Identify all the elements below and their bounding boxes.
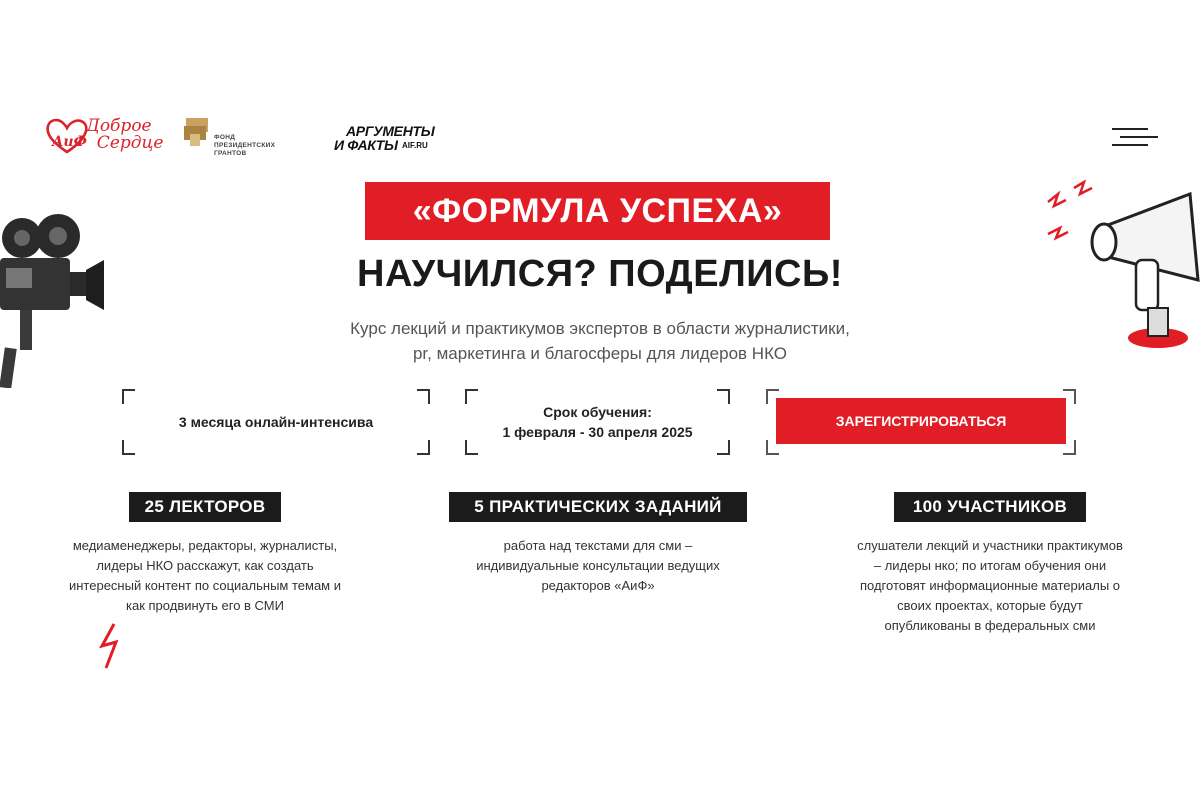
description-line: pr, маркетинга и благосферы для лидеров НКО [412,344,788,363]
aif-logo-line2: И ФАКТЫ [334,137,398,153]
register-button[interactable]: ЗАРЕГИСТРИРОВАТЬСЯ [776,398,1066,444]
stat-line: слушатели лекций и участники практикумов [857,538,1123,553]
duration-text: 3 месяца онлайн-интенсива [178,414,374,430]
course-title: «ФОРМУЛА УСПЕХА» [365,182,830,240]
megaphone-icon [1040,180,1200,355]
fund-logo-text: ФОНД ПРЕЗИДЕНТСКИХ ГРАНТОВ [214,134,276,157]
aif-logo-line1: АРГУМЕНТЫ [346,123,435,139]
dobroe-serdtse-logo[interactable] [44,116,164,158]
stat-line: работа над текстами для сми – [503,538,693,553]
stat-line: опубликованы в федеральных сми [884,618,1096,633]
course-subtitle: НАУЧИЛСЯ? ПОДЕЛИСЬ! [357,253,843,295]
aif-logo[interactable] [334,124,464,154]
lightning-icon [98,622,124,670]
stat-line: как продвинуть его в СМИ [126,598,284,613]
course-description [300,316,900,366]
stat-line: своих проектах, которые будут [897,598,1083,613]
fund-emblem-icon [184,118,212,148]
svg-text:АиФ: АиФ [52,134,87,150]
hamburger-menu-icon[interactable] [1108,126,1152,148]
stat-line: редакторов «АиФ» [541,578,655,593]
term-box [465,389,730,455]
stat-line: – лидеры нко; по итогам обучения они [873,558,1107,573]
aif-logo-site: AIF.RU [402,141,428,150]
lecturers-description [30,536,380,616]
stat-line: лидеры НКО расскажут, как создать [96,558,314,573]
tasks-description [418,536,778,596]
stat-line: интересный контент по социальным темам и [68,578,341,593]
description-line: Курс лекций и практикумов экспертов в области журналистики, [350,319,850,338]
stat-line: медиаменеджеры, редакторы, журналисты, [72,538,338,553]
duration-box [122,389,430,455]
participants-badge: 100 УЧАСТНИКОВ [894,492,1086,522]
lecturers-badge: 25 ЛЕКТОРОВ [129,492,281,522]
presidential-grants-fund-logo[interactable] [184,118,314,162]
tasks-badge: 5 ПРАКТИЧЕСКИХ ЗАДАНИЙ [449,492,747,522]
term-label: Срок обучения: [543,404,652,420]
heart-icon [44,116,90,156]
participants-description [810,536,1170,636]
term-dates: 1 февраля - 30 апреля 2025 [502,424,693,440]
film-camera-icon [0,208,110,388]
logo-heart-text: Доброе Сердце [86,116,164,153]
stat-line: индивидуальные консультации ведущих [476,558,720,573]
stat-line: подготовят информационные материалы о [859,578,1121,593]
